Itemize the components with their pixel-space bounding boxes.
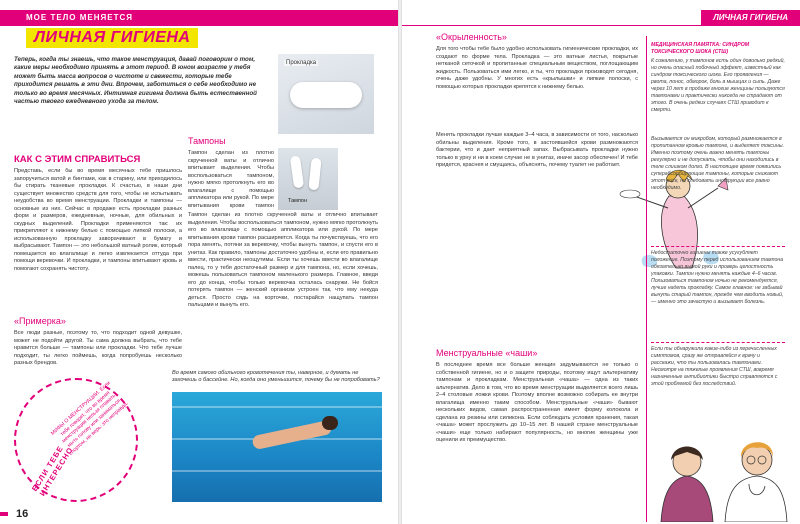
heading-how-to-cope: КАК С ЭТИМ СПРАВИТЬСЯ	[14, 154, 141, 165]
sidebar-divider	[651, 342, 785, 343]
swimmer-head	[322, 416, 338, 430]
running-header-right-tag: ЛИЧНАЯ ГИГИЕНА	[701, 10, 800, 26]
swimmer-figure	[251, 420, 332, 450]
running-header-right	[402, 10, 800, 26]
text-freshness-2: Менять прокладки лучше каждые 3–4 часа, в зависимости от того, насколько обильны выделения. Кроме того, в застоявшейся крови размножаются бактерии, что и дает неприятный запах. Выбрасывать прокладки нужно только в урну и ни в коем случае не в унитаз, иначе засор обеспечен! И тебе придется, краснея и смущаясь, объяснять, почему туалет не работает.	[436, 132, 638, 168]
tampon-photo	[278, 148, 338, 210]
tampon-photo-label: Тампон	[288, 198, 308, 204]
heading-tampons: Тампоны	[188, 136, 226, 146]
tampon-image	[290, 155, 304, 188]
page-number: 16	[16, 508, 29, 520]
text-freshness: Для того чтобы тебе было удобно использовать гигиенические прокладки, их создают по форме тела. Прокладка — это ватные листья, покрытые нетканой сеточкой и пропитанные специальным веществом, поглощающим жидкость. Пользоваться ими легко, и ты, что прокладки производят сегодня, очень даже удобны. У многих есть «крылышки» и липкие полоски, с помощью которых прокладки крепятся к нижнему белью.	[436, 46, 638, 90]
intro-paragraph: Теперь, когда ты знаешь, что такое менструация, давай поговорим о том, какие меры необходимо принять в этот период. В юном возрасте у тебя может быть масса вопросов о чистоте и свежести, которые тебе приходится решать в эти дни. Впрочем, заботиться о себе необходимо не только во время месячных. Интимная гигиена должна быть естественной частью твоего ежедневного ухода за телом.	[14, 56, 257, 106]
tampon-image	[308, 158, 321, 191]
right-page	[402, 0, 800, 524]
heading-cups: Менструальные «чаши»	[436, 348, 538, 358]
text-how-to-cope: Представь, если бы во время месячных тебе пришлось запоручиться ватой и бинтами, как в старину, или приходилось бы стирать тканевые прокладки. К счастью, в наши дни существует множество средств для того, чтобы не испытывать неудобства во время менструации. Прокладки и тампоны — основные из них. Сейчас в продаже есть прокладки разных форм и размеров, ежедневные, ночные, для обильных и скудных выделений. Прокладки применяются так: их прикрепляют к нижнему белью с помощью липкой полоски, а использованную прокладку заворачивают в бумагу и выбрасывают. Тампон — это небольшой ватный ролик, который помещается во влагалище и легко извлекается оттуда при помощи веревочки. И прокладки, и тампоны впитывают кровь и помогают сохранять чистоту.	[14, 168, 182, 272]
sidebar-title: МЕДИЦИНСКАЯ ПАМЯТКА: СИНДРОМ ТОКСИЧЕСКОГО ШОКА (СТШ)	[651, 42, 750, 55]
sidebar-text-1: К сожалению, у тампонов есть один довольно редкий, но очень опасный побочный эффект, известный как синдром токсического шока. Его проявления — рвота, понос, обморок, боль в мышцах и сыпь. Даже через 10 лет в продаже многие женщины пользуются тампонами и практически никогда не страдают от этого. В очень редких случаях СТШ приводит к смерти.	[651, 58, 785, 113]
text-tampons-1: Тампон сделан из плотно скрученной ваты и отлично впитывает выделения. Чтобы воспользоваться тампоном, нужно мягко протолкнуть его во влагалище с помощью аппликатора или рукой. По мере впитывания крови тампон	[188, 150, 274, 208]
pool-caption: Во время самого обильного кровотечения ты, наверное, и думать не захочешь о бассейне. Но, когда оно уменьшится, почему бы не попробовать?	[172, 370, 380, 384]
page-number-marker	[0, 512, 8, 516]
sidebar-text-2: Вызывается он микробом, который размножается в пропитанном кровью тампоне, и выделяет токсины. Именно поэтому очень важно менять тампоны регулярно и не допускать, чтобы они находились в теле слишком долго. В настоящее время появились суперабсорбирующие тампоны, которые снижают этот риск, но следовать инструкции все равно необходимо.	[651, 136, 785, 191]
pad-image	[290, 82, 362, 108]
pad-photo-label: Прокладка	[286, 60, 317, 66]
heading-freshness: «Окрыленность»	[436, 32, 507, 42]
interest-circle	[14, 378, 138, 502]
left-page	[0, 0, 398, 524]
sidebar-text-4: Если ты обнаружила какие-либо из перечисленных симптомов, сразу же отправляйся к врачу и расскажи, что ты пользовалась тампонами. Несмотря на тяжелые проявления СТШ, вовремя назначенные антибиотики быстро справляются с этой проблемой без последствий.	[651, 346, 778, 387]
pad-photo	[278, 54, 374, 134]
swimming-photo	[172, 392, 382, 502]
running-header-left: МОЕ ТЕЛО МЕНЯЕТСЯ	[0, 10, 398, 26]
text-cups: В последнее время все больше женщин задумываются не только о собственной гигиене, но и о защите природы, поэтому ищут альтернативу тампонам и прокладкам. Менструальная «чаша» — одна из таких альтернатив. Дело в том, что во время менструации выделяется всего лишь 2–4 столовые ложки крови. Поэтому вполне возможно собирать ее внутри влагалища именно таким способом. Менструальные «чаши» бывают нескольких видов, самая распространенная имеет форму колокола и сделана из резины или силикона. Если соблюдать условия хранения, такая «чаша» может прослужить до 10–15 лет. В нашей стране менструальные «чаши» еще только набирают популярность, но многие женщины уже оценили их преимущество.	[436, 362, 638, 443]
circle-text: МИФЫ О МЕНСТРУАЦИИ. Если тебе говорят, что во время менструации нельзя плавать, мыть голову или заниматься спортом, не верь: это неправда.	[49, 380, 130, 457]
medical-sidebar	[646, 36, 796, 522]
doctor-illustration	[651, 424, 791, 522]
page-title: ЛИЧНАЯ ГИГИЕНА	[26, 28, 198, 48]
text-fitting: Все люди разные, поэтому то, что подходит одной девушке, может не подойти другой. Ты сама должна выбрать, что тебе нравится больше — тампоны или прокладки. Что тебе лучше подходит, ты легко поймешь, когда попробуешь несколько разных брендов.	[14, 330, 182, 366]
circle-label: ЕСЛИ ТЕБЕ ИНТЕРЕСНО	[30, 443, 75, 498]
text-tampons-2: Тампон сделан из плотно скрученной ваты и отлично впитывает выделения. Чтобы воспользоваться тампоном, нужно мягко протолкнуть его во влагалище с помощью аппликатора или рукой. По мере впитывания крови тампон расширяется. Когда ты почувствуешь, что его пора менять, потяни за веревочку, чтобы вынуть тампон, и спусти его в унитаз. Как правило, тампоны достаточно удобны и, если его правильно ввести, практически неощутимы. Если ты хочешь ввести во влагалище палец, то у тебя достаточный размер и для тампона, но, если хочешь, можешь пользоваться тампоном маленького размера. Главное, введи его до конца, чтобы только веревочка осталась снаружи. Не бойся потерять тампон — женский организм устроен так, что ему некуда деться. Просто сядь на корточки, постарайся нащупать тампон пальцами и вынуть его.	[188, 212, 378, 308]
sidebar-text-3: Недостаточно гигиены также усугубляет положение. Поэтому перед использованием тампона обязательно вымой руки и проверь целостность упаковки. Тампон нужно менять каждые 4–6 часов. Пользоваться тампоном ночью не рекомендуется, лучше надеть прокладку. Самое главное: не забывай вынуть старый тампон, прежде чем вводить новый, — именно это зачастую и вызывает болезнь.	[651, 250, 784, 305]
heading-fitting: «Примерка»	[14, 316, 66, 326]
sidebar-divider	[651, 246, 785, 247]
